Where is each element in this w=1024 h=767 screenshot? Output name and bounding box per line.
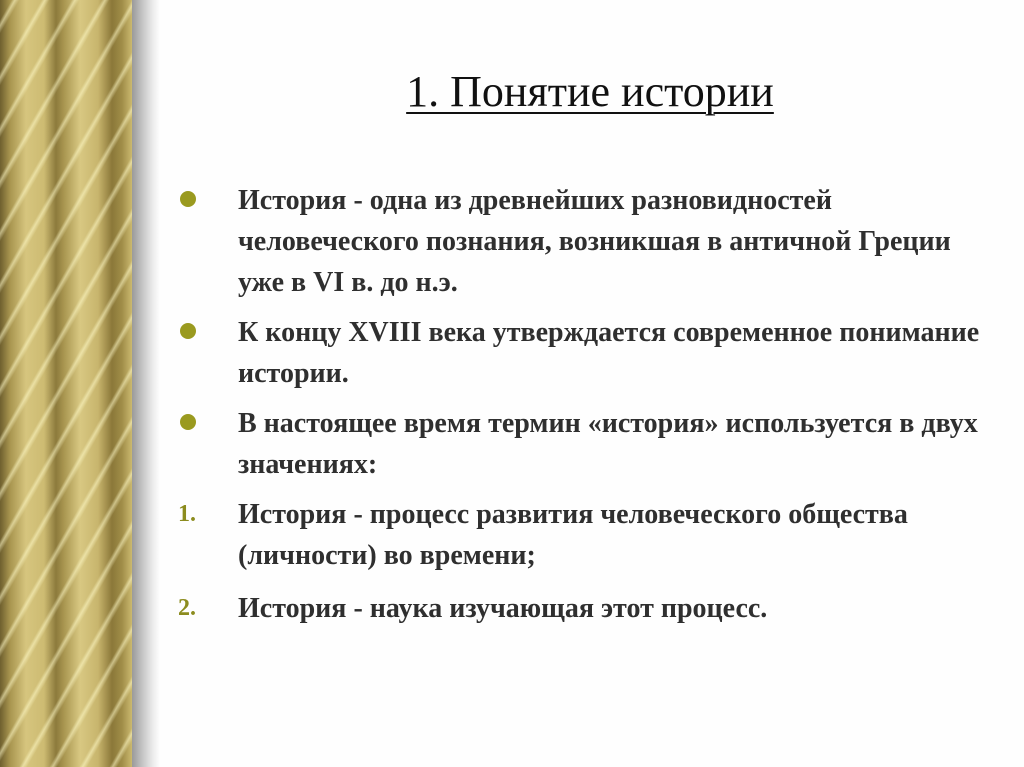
numbered-item — [178, 588, 998, 629]
bullet-text: К концу XVIII века утверждается современное понимание истории. — [238, 317, 980, 389]
slide-title — [200, 62, 980, 122]
column-shadow — [132, 0, 160, 767]
bullet-text: В настоящее время термин «история» используется в двух значениях: — [238, 408, 978, 480]
bullet-item — [178, 403, 998, 485]
bullet-item — [178, 180, 998, 303]
slide-content — [178, 180, 998, 638]
list-number: 2. — [178, 595, 196, 621]
decorative-gold-column — [0, 0, 132, 767]
bullet-text: История - одна из древнейших разновидностей человеческого познания, возникшая в античной Греции уже в VI в. до н.э. — [238, 185, 951, 298]
slide-title-text: 1. Понятие истории — [406, 67, 774, 116]
numbered-text: История - наука изучающая этот процесс. — [238, 593, 768, 624]
bullet-dot-icon — [180, 191, 196, 207]
bullet-item — [178, 312, 998, 394]
numbered-text: История - процесс развития человеческого общества (личности) во времени; — [238, 499, 908, 571]
list-number: 1. — [178, 501, 196, 527]
bullet-dot-icon — [180, 414, 196, 430]
numbered-item — [178, 494, 998, 576]
bullet-dot-icon — [180, 323, 196, 339]
